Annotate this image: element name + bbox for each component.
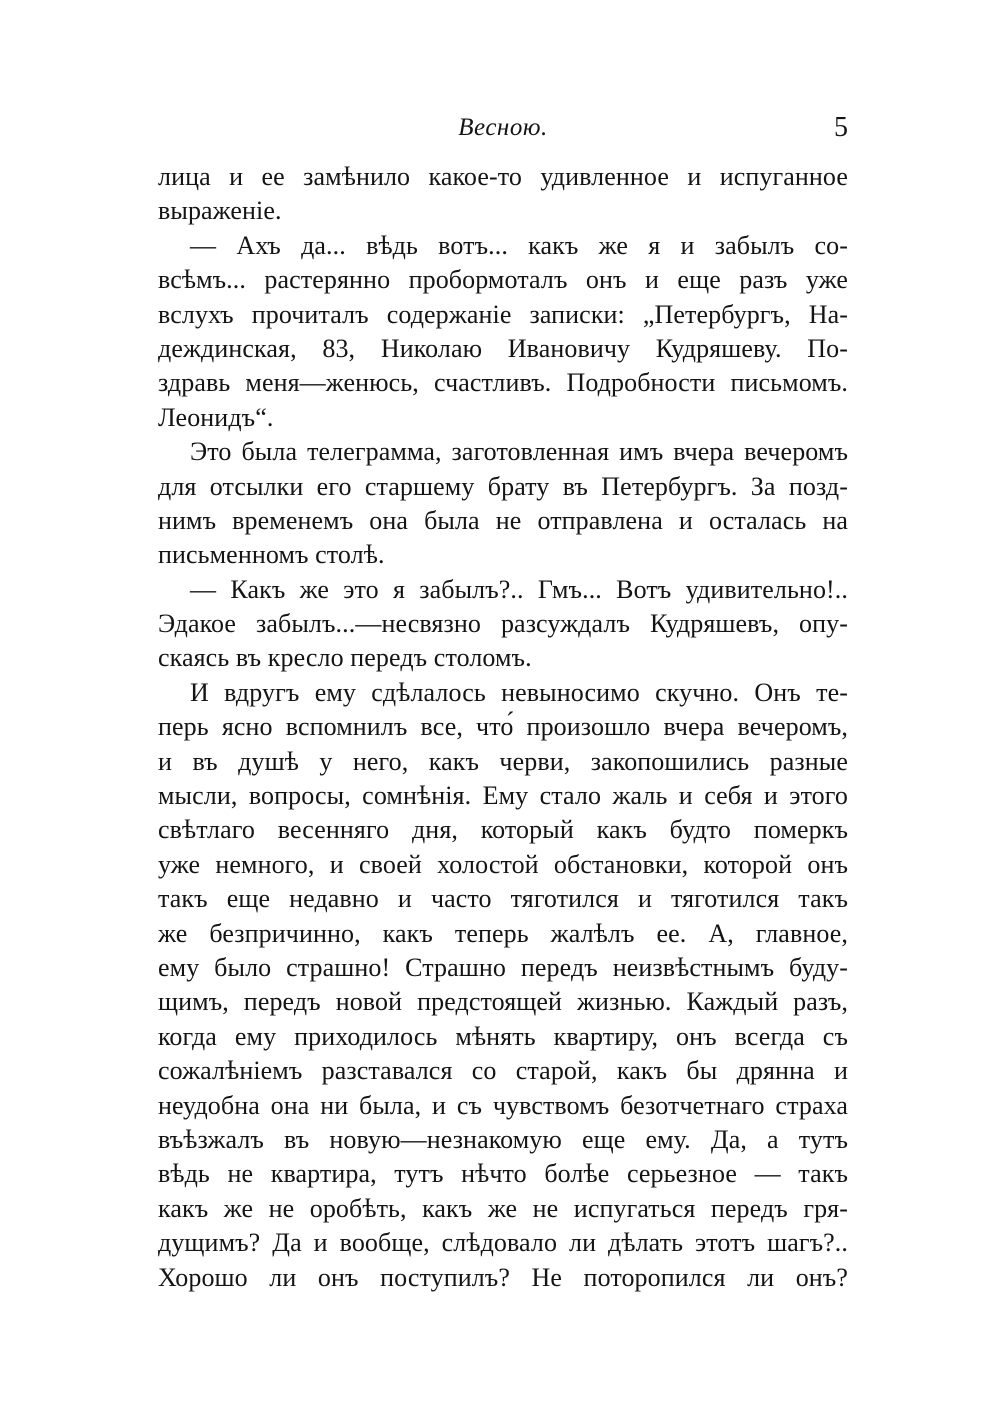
- text-line: дущимъ? Да и вообще, слѣдовало ли дѣлать этотъ шагъ?..: [158, 1228, 848, 1258]
- text-line: мысли, вопросы, сомнѣнія. Ему стало жаль и себя и этого: [158, 781, 848, 811]
- page-number: 5: [834, 112, 848, 143]
- text-line: И вдругъ ему сдѣлалось невыносимо скучно. Онъ те-: [190, 677, 848, 707]
- text-line: Леонидъ“.: [158, 402, 274, 432]
- text-line: щимъ, передъ новой предстоящей жизнью. Каждый разъ,: [158, 987, 848, 1017]
- text-line: уже немного, и своей холостой обстановки, которой онъ: [158, 849, 848, 879]
- text-line: всѣмъ... растерянно пробормоталъ онъ и еще разъ уже: [158, 265, 848, 295]
- text-line: свѣтлаго весенняго дня, который какъ будто померкъ: [158, 815, 848, 845]
- text-line: деждинская, 83, Николаю Ивановичу Кудряшеву. По-: [158, 333, 848, 363]
- text-line: — Ахъ да... вѣдь вотъ... какъ же я и забылъ со-: [190, 230, 848, 260]
- text-line: такъ еще недавно и часто тяготился и тяготился такъ: [158, 884, 848, 914]
- text-line: и въ душѣ у него, какъ черви, закопошились разные: [158, 746, 848, 776]
- text-line: вѣдь не квартира, тутъ нѣчто болѣе серьезное — такъ: [158, 1159, 848, 1189]
- text-line: письменномъ столѣ.: [158, 540, 385, 570]
- text-line: здравь меня—женюсь, счастливъ. Подробности письмомъ.: [158, 368, 848, 398]
- text-line: Хорошо ли онъ поступилъ? Не поторопился ли онъ?: [158, 1262, 848, 1292]
- text-line: Это была телеграмма, заготовленная имъ вчера вечеромъ: [190, 437, 848, 467]
- text-line: сожалѣніемъ разставался со старой, какъ бы дрянна и: [158, 1056, 848, 1086]
- text-line: Эдакое забылъ...—несвязно разсуждалъ Кудряшевъ, опу-: [158, 609, 848, 639]
- text-line: перь ясно вспомнилъ все, что́ произошло вчера вечеромъ,: [158, 712, 848, 742]
- text-line: выраженіе.: [158, 196, 282, 226]
- text-line: же безпричинно, какъ теперь жалѣлъ ее. А, главное,: [158, 918, 848, 948]
- text-line: нимъ временемъ она была не отправлена и осталась на: [158, 505, 848, 535]
- body-text: [158, 160, 848, 1295]
- text-line: скаясь въ кресло передъ столомъ.: [158, 643, 532, 673]
- text-line: когда ему приходилось мѣнять квартиру, онъ всегда съ: [158, 1021, 848, 1051]
- text-line: какъ же не оробѣть, какъ же не испугаться передъ гря-: [158, 1193, 848, 1223]
- text-line: лица и ее замѣнило какое-то удивленное и испуганное: [158, 162, 848, 191]
- text-line: вслухъ прочиталъ содержаніе записки: „Петербургъ, На-: [158, 299, 848, 329]
- text-line: для отсылки его старшему брату въ Петербургъ. За позд-: [158, 471, 848, 501]
- text-line: — Какъ же это я забылъ?.. Гмъ... Вотъ удивительно!..: [190, 574, 848, 604]
- page-header: [158, 108, 848, 148]
- text-line: неудобна она ни была, и съ чувствомъ безотчетнаго страха: [158, 1090, 848, 1120]
- text-line: ему было страшно! Страшно передъ неизвѣстнымъ буду-: [158, 952, 848, 982]
- text-line: въѣзжалъ въ новую—незнакомую еще ему. Да, а тутъ: [158, 1124, 848, 1154]
- running-title: Весною.: [458, 114, 548, 141]
